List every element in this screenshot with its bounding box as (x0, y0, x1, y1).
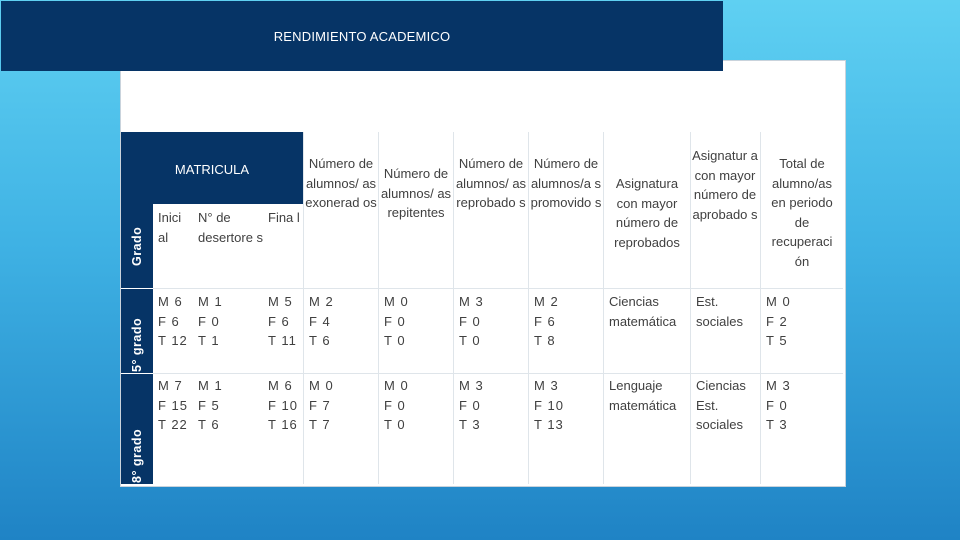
title-text: RENDIMIENTO ACADEMICO (273, 28, 451, 44)
row5-reprobados: M 3 F 0 T 0 (459, 294, 484, 348)
header-recuperacion: Total de alumno/as en periodo de recuperaci ón (771, 156, 833, 269)
row-divider (153, 288, 843, 289)
header-final: Fina l (268, 210, 300, 225)
header-asig-reprobados: Asignatura con mayor número de reprobados (614, 176, 680, 250)
row8-reprobados: M 3 F 0 T 3 (459, 378, 484, 432)
row5-exonerados: M 2 F 4 T 6 (309, 294, 334, 348)
col-divider (603, 132, 604, 484)
row8-final: M 6 F 10 T 16 (268, 378, 299, 432)
row5-asig-aprobados: Est. sociales (696, 294, 743, 329)
row5-inicial: M 6 F 6 T 12 (158, 294, 188, 348)
row8-asig-reprobados: Lenguaje matemática (609, 378, 677, 413)
col-divider (690, 132, 691, 484)
row8-desertores: M 1 F 5 T 6 (198, 378, 223, 432)
row5-recuperacion: M 0 F 2 T 5 (766, 294, 791, 348)
row5-final: M 5 F 6 T 11 (268, 294, 297, 348)
col-divider (760, 132, 761, 484)
header-repitentes: Número de alumnos/ as repitentes (380, 166, 452, 220)
row8-inicial: M 7 F 15 T 22 (158, 378, 189, 432)
row8-repitentes: M 0 F 0 T 0 (384, 378, 409, 432)
grade-label-5: 5° grado (130, 317, 144, 372)
header-exonerados: Número de alumnos/ as exonerad os (305, 156, 377, 210)
header-reprobados: Número de alumnos/ as reprobado s (455, 156, 527, 210)
matricula-label: MATRICULA (174, 162, 250, 177)
row-divider (153, 373, 843, 374)
table-title (1, 1, 723, 71)
grado-header-label: Grado (130, 226, 144, 266)
row5-desertores: M 1 F 0 T 1 (198, 294, 223, 348)
header-asig-aprobados: Asignatur a con mayor número de aprobado s (692, 148, 758, 222)
row8-exonerados: M 0 F 7 T 7 (309, 378, 334, 432)
row5-repitentes: M 0 F 0 T 0 (384, 294, 409, 348)
header-promovidos: Número de alumnos/a s promovido s (530, 156, 602, 210)
header-desertores: N° de desertore s (198, 210, 264, 245)
row5-promovidos: M 2 F 6 T 8 (534, 294, 559, 348)
row8-recuperacion: M 3 F 0 T 3 (766, 378, 791, 432)
row5-asig-reprobados: Ciencias matemática (609, 294, 677, 329)
grade-label-8: 8° grado (130, 428, 144, 483)
row8-promovidos: M 3 F 10 T 13 (534, 378, 565, 432)
header-inicial: Inici al (158, 210, 182, 245)
row8-asig-aprobados: Ciencias Est. sociales (696, 378, 746, 432)
